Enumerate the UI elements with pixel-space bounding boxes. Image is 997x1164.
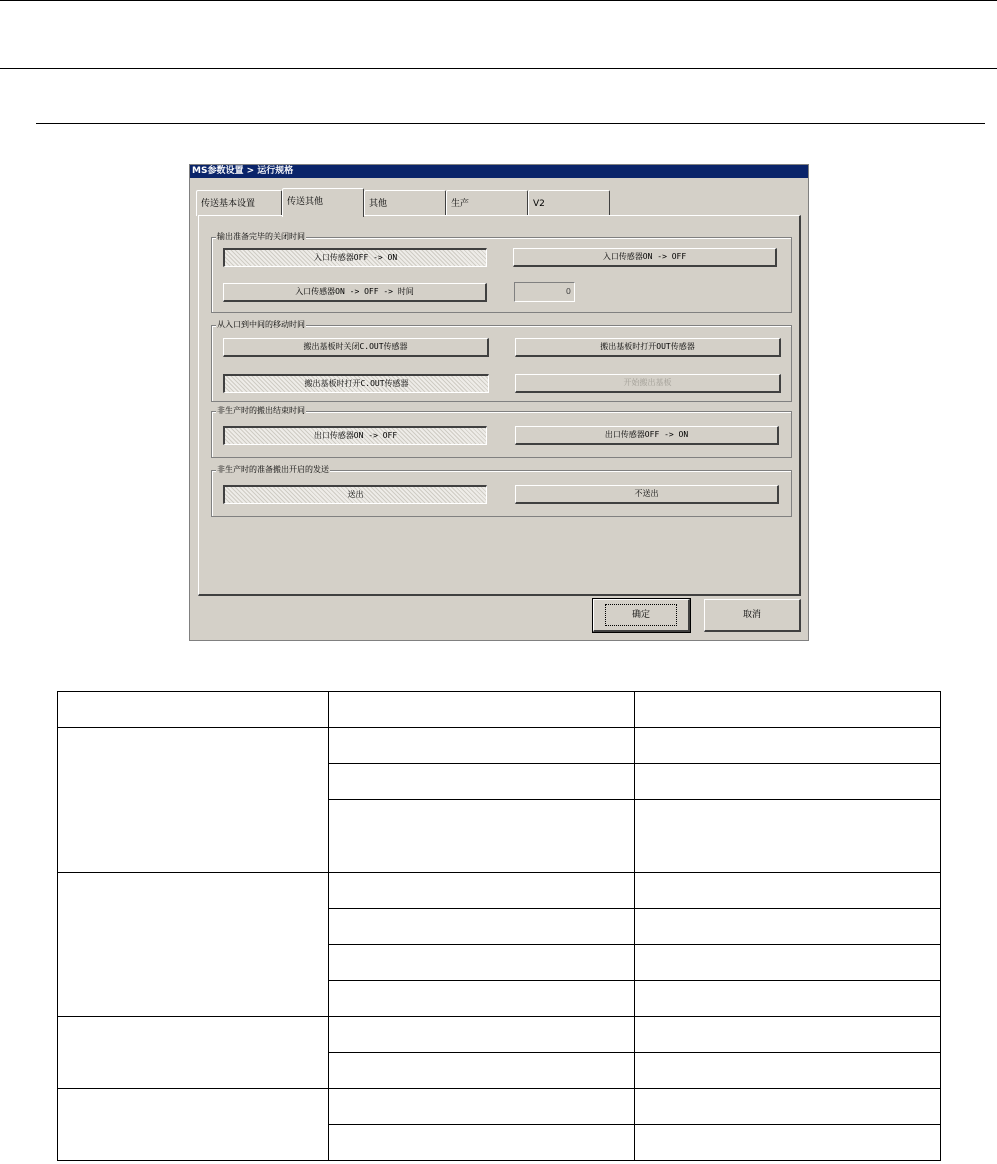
group-title: 非生产时的准备搬出开启的发送 (217, 465, 329, 474)
table-cell (635, 1125, 941, 1161)
tab-transfer-other[interactable]: 传送其他 (282, 188, 364, 217)
tab-production[interactable]: 生产 (446, 190, 528, 216)
table-cell (329, 1017, 635, 1053)
tab-transfer-basic[interactable]: 传送基本设置 (196, 190, 282, 216)
table-row (58, 1089, 941, 1125)
table-cell (635, 981, 941, 1017)
table-cell (329, 945, 635, 981)
table-group-cell (58, 728, 329, 873)
table-header-row (58, 692, 941, 728)
table-group-cell (58, 873, 329, 1017)
tab-other[interactable]: 其他 (364, 190, 446, 216)
table-cell (635, 909, 941, 945)
ok-button[interactable] (593, 599, 690, 632)
table-cell (635, 945, 941, 981)
table-header-cell (329, 692, 635, 728)
table-group-cell (58, 1017, 329, 1089)
group-non-production-unload-end (211, 406, 792, 458)
open-out-sensor-button[interactable]: 搬出基板时打开OUT传感器 (515, 338, 781, 357)
table-cell (329, 728, 635, 764)
top-rule (0, 0, 997, 1)
table-cell (635, 1089, 941, 1125)
group-entry-to-middle (211, 320, 792, 402)
no-send-button[interactable]: 不送出 (515, 485, 779, 504)
table-row (58, 728, 941, 764)
table-cell (329, 873, 635, 909)
entry-off-on-button[interactable]: 入口传感器OFF -> ON (223, 248, 487, 267)
start-unload-button: 开始搬出基板 (515, 374, 781, 393)
table-cell (329, 800, 635, 873)
table-cell (329, 1125, 635, 1161)
dialog-title: MS参数设置 > 运行规格 (190, 165, 808, 178)
entry-on-off-time-button[interactable]: 入口传感器ON -> OFF -> 时间 (223, 283, 487, 302)
table-row (58, 1017, 941, 1053)
entry-on-off-button[interactable]: 入口传感器ON -> OFF (513, 248, 777, 267)
table-cell (329, 1089, 635, 1125)
group-non-production-ready-send (211, 465, 792, 517)
table-cell (329, 981, 635, 1017)
table-cell (635, 1053, 941, 1089)
section-rule (36, 123, 985, 124)
table-cell (329, 764, 635, 800)
table-cell (635, 764, 941, 800)
send-button[interactable]: 送出 (223, 485, 487, 504)
group-title: 非生产时的搬出结束时间 (217, 406, 305, 415)
table-row (58, 873, 941, 909)
table-cell (635, 728, 941, 764)
table-header-cell (58, 692, 329, 728)
cancel-button[interactable]: 取消 (704, 599, 801, 632)
ok-button-label: 确定 (605, 604, 677, 626)
exit-off-on-button[interactable]: 出口传感器OFF -> ON (515, 426, 779, 445)
group-title: 输出准备完毕的关闭时间 (217, 232, 305, 241)
table-cell (635, 800, 941, 873)
time-input[interactable]: 0 (514, 282, 575, 302)
settings-dialog (189, 164, 809, 641)
group-output-ready-close (211, 232, 792, 313)
spec-table (57, 691, 941, 1161)
open-cout-sensor-button[interactable]: 搬出基板时打开C.OUT传感器 (223, 374, 489, 393)
table-header-cell (635, 692, 941, 728)
table-group-cell (58, 1089, 329, 1161)
table-cell (635, 873, 941, 909)
tab-v2[interactable]: V2 (528, 190, 610, 216)
group-title: 从入口到中间的移动时间 (217, 320, 305, 329)
close-cout-sensor-button[interactable]: 搬出基板时关闭C.OUT传感器 (223, 338, 489, 357)
table-cell (329, 909, 635, 945)
header-rule (0, 68, 997, 69)
table-cell (329, 1053, 635, 1089)
tab-panel (198, 215, 801, 596)
table-cell (635, 1017, 941, 1053)
exit-on-off-button[interactable]: 出口传感器ON -> OFF (223, 426, 487, 445)
